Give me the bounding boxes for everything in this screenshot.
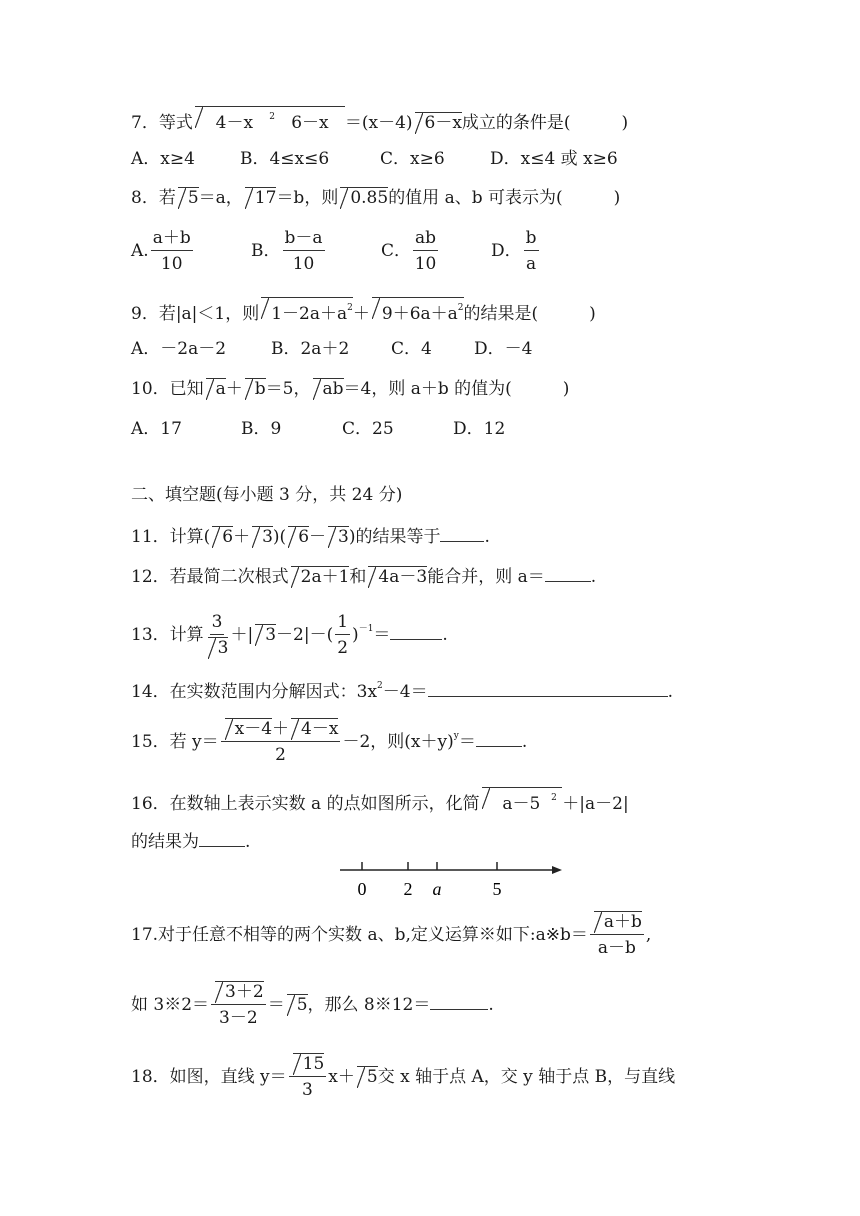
- option-b: B．4≤x≤6: [240, 149, 330, 169]
- answer-blank: [390, 621, 442, 640]
- option-d: D． $\frac{b}{a}$: [491, 228, 537, 274]
- question-15: 15．若 y＝ $\frac{x-4+ 4-x}{2}$ －2，则$(x+y)^y=$ .: [131, 719, 528, 765]
- answer-blank: [199, 828, 245, 847]
- question-18: 18．如图，直线 y＝ $\frac{15}{3}$ x＋ 5交 x 轴于点 A，交 y 轴于点 B，与直线: [131, 1054, 676, 1100]
- sqrt-expression: 4－x $^2$ 6－x: [195, 106, 345, 133]
- label-0: 0: [357, 879, 367, 899]
- section-title: 二、填空题(每小题 3 分，共 24 分): [131, 485, 403, 505]
- option-d: D．x≤4 或 x≥6: [490, 149, 618, 169]
- answer-blank: [430, 991, 488, 1010]
- question-10-options: [131, 417, 505, 441]
- label-2: 2: [403, 879, 413, 899]
- question-8: 8．若 5＝a， 17＝b，则 0.85的值用 a、b 可表示为( ): [131, 188, 621, 208]
- question-9: 9．若|a|＜1，则 $1-2a+a^2+ 9+6a+a^2$的结果是( ): [131, 297, 596, 326]
- option-a: A. $\frac{a+b}{10}$: [131, 228, 191, 274]
- option-a: A．－2a－2: [131, 339, 227, 359]
- question-7: 7．等式 4－x $^2$ 6－x ＝(x－4) 6－x成立的条件是( ): [131, 106, 628, 135]
- question-13: 13．计算 $\frac{3}{3}$ ＋| 3－2|－( $\frac{1}{2}$ )$^{-1}$＝ .: [131, 612, 448, 658]
- answer-blank: [545, 563, 591, 582]
- question-9-options: [131, 337, 532, 361]
- label-5: 5: [492, 879, 502, 899]
- question-7-options: [131, 147, 618, 171]
- question-14: 14．在实数范围内分解因式：$3x^2-4=$ .: [131, 674, 673, 704]
- option-c: C． $\frac{ab}{10}$: [381, 228, 437, 274]
- question-12: 12．若最简二次根式 2a＋1和 4a－3能合并，则 a＝ .: [131, 563, 596, 589]
- number-line: [340, 850, 570, 900]
- question-16: 16．在数轴上表示实数 a 的点如图所示，化简 a－5 $^2$ ＋|a－2|: [131, 787, 629, 816]
- option-b: B． $\frac{b-a}{10}$: [251, 228, 323, 274]
- answer-blank: [440, 523, 484, 542]
- question-17-line2: 如 3※2＝ $\frac{3+2}{3-2}$ ＝ 5，那么 8※12＝ .: [131, 982, 494, 1028]
- option-c: C．25: [342, 419, 394, 439]
- option-b: B．2a＋2: [271, 339, 350, 359]
- question-8-options: [131, 226, 541, 277]
- option-c: C．x≥6: [380, 149, 445, 169]
- option-d: D．－4: [474, 339, 533, 359]
- label-a: a: [432, 879, 442, 899]
- arrow-icon: [552, 866, 562, 874]
- answer-blank: [476, 728, 522, 747]
- option-c: C．4: [391, 339, 432, 359]
- question-17: 17.对于任意不相等的两个实数 a、b,定义运算※如下:a※b＝ $\frac{a+b}{a-b}$ ,: [131, 912, 652, 958]
- option-b: B．9: [241, 419, 282, 439]
- question-10: 10．已知 a＋ b＝5， ab＝4，则 a＋b 的值为( ): [131, 379, 570, 399]
- question-16-line2: 的结果为 .: [131, 828, 250, 854]
- question-11: 11．计算( 6＋ 3)( 6－ 3)的结果等于 .: [131, 523, 490, 549]
- option-a: A．17: [131, 419, 182, 439]
- option-a: A．x≥4: [131, 149, 195, 169]
- answer-blank: [428, 678, 668, 697]
- option-d: D．12: [453, 419, 506, 439]
